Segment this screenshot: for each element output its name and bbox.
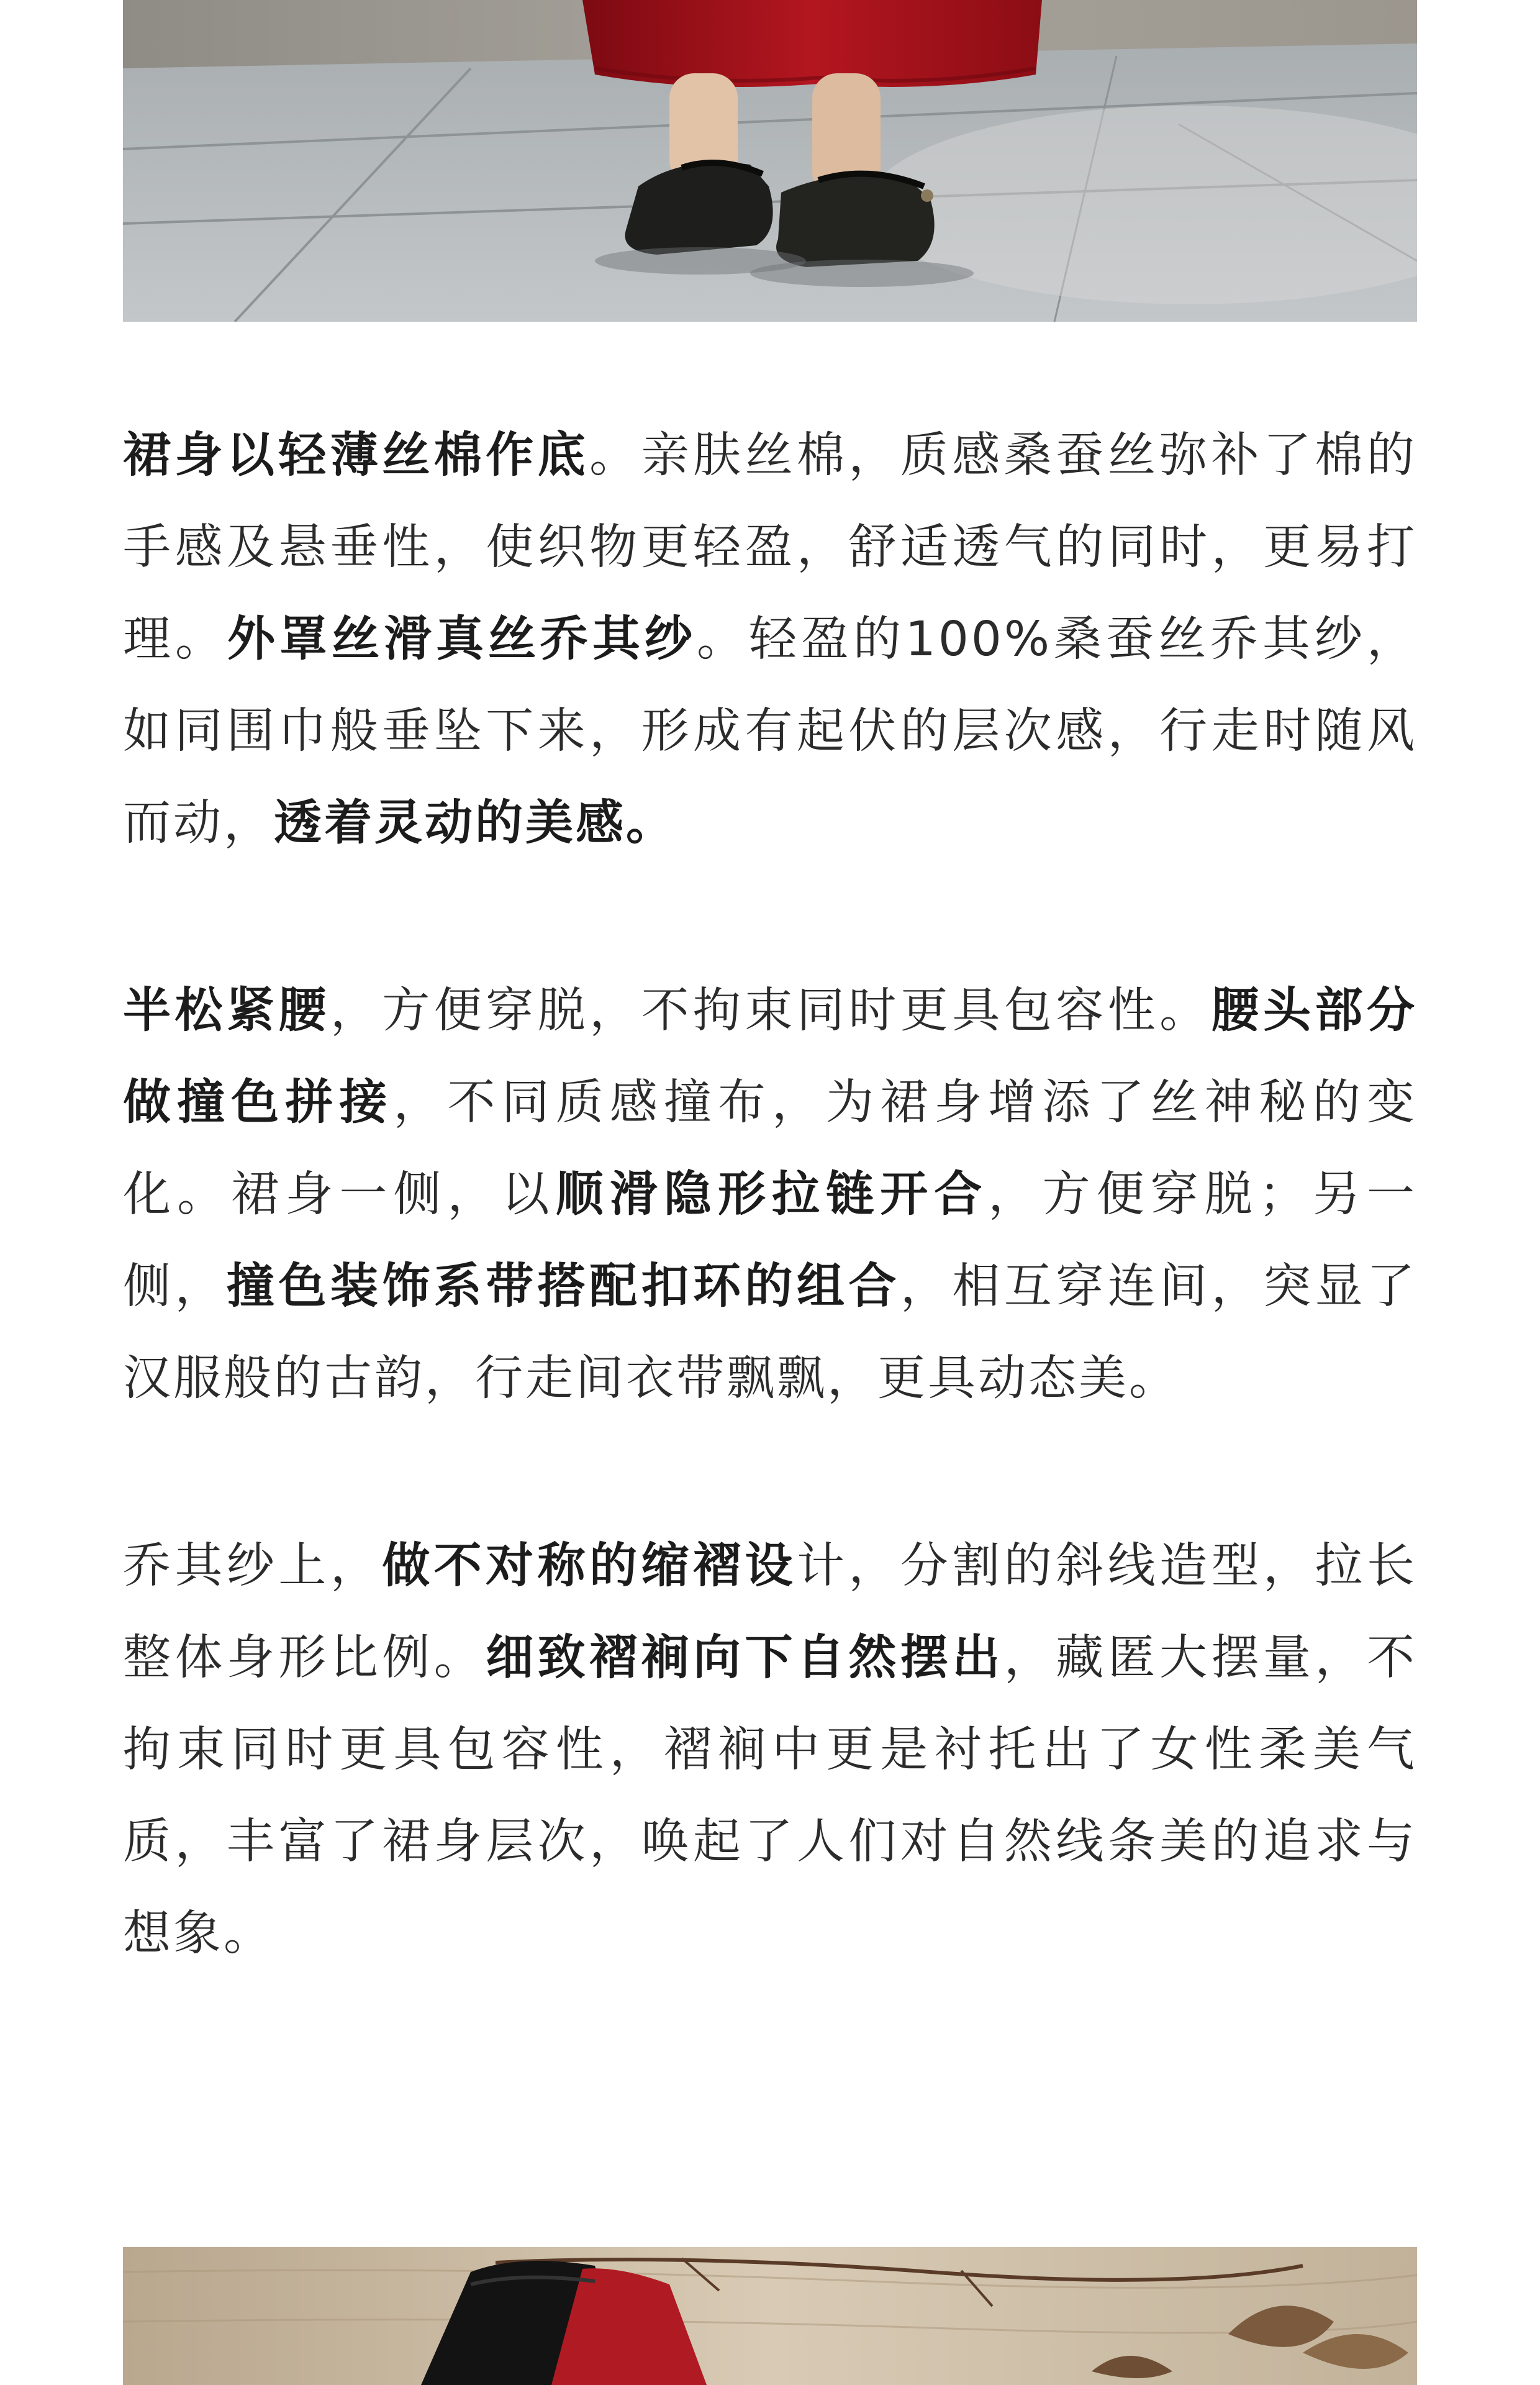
text-segment: ，方便穿脱；另一侧，: [123, 1167, 1418, 1314]
text-segment: ，相互穿连间，突显了汉服般的古韵，行走间衣带飘飘，更具动态美。: [123, 1259, 1418, 1406]
highlight-asymmetric-pleats: 做不对称的缩褶设: [382, 1538, 797, 1594]
text-segment: 乔其纱上，: [123, 1538, 383, 1594]
highlight-movement: 透着灵动的美感。: [274, 796, 676, 851]
paragraph-pleats: [123, 1520, 1417, 1980]
highlight-waist: 半松紧腰: [123, 983, 330, 1038]
text-segment: 。轻盈的100%桑蚕丝乔其纱，如同围巾般垂坠下来，形成有起伏的层次感，行走时随风而动，: [123, 612, 1418, 851]
text-segment: 计，分割的斜线造型，拉长整体身形比例。: [123, 1538, 1418, 1686]
text-segment: ，不同质感撞布，为裙身增添了丝神秘的变化。裙身一侧，以: [123, 1075, 1418, 1222]
skirt-photo-illustration: [123, 2247, 1417, 2385]
text-segment: ，方便穿脱，不拘束同时更具包容性。: [330, 983, 1212, 1038]
shoes-photo-illustration: [123, 0, 1417, 322]
paragraph-waist: [123, 965, 1417, 1425]
highlight-natural-pleats: 细致褶裥向下自然摆出: [486, 1630, 1004, 1686]
product-photo-shoes: [123, 0, 1417, 322]
highlight-zipper: 顺滑隐形拉链开合: [555, 1167, 989, 1222]
highlight-outer-layer: 外罩丝滑真丝乔其纱: [227, 612, 697, 667]
product-photo-skirt: [123, 2247, 1417, 2385]
text-segment: 。亲肤丝棉，质感桑蚕丝弥补了棉的手感及悬垂性，使织物更轻盈，舒适透气的同时，更易打理。: [123, 428, 1417, 667]
text-segment: ，藏匿大摆量，不拘束同时更具包容性，褶裥中更是衬托出了女性柔美气质，丰富了裙身层次，唤起了人们对自然线条美的追求与想象。: [123, 1630, 1418, 1961]
highlight-ties: 撞色装饰系带搭配扣环的组合: [226, 1259, 900, 1314]
product-description: [123, 410, 1417, 1980]
highlight-lining: 裙身以轻薄丝棉作底: [123, 428, 590, 483]
highlight-waistband: 腰头部分做撞色拼接: [123, 983, 1418, 1130]
paragraph-fabric: [123, 410, 1417, 870]
